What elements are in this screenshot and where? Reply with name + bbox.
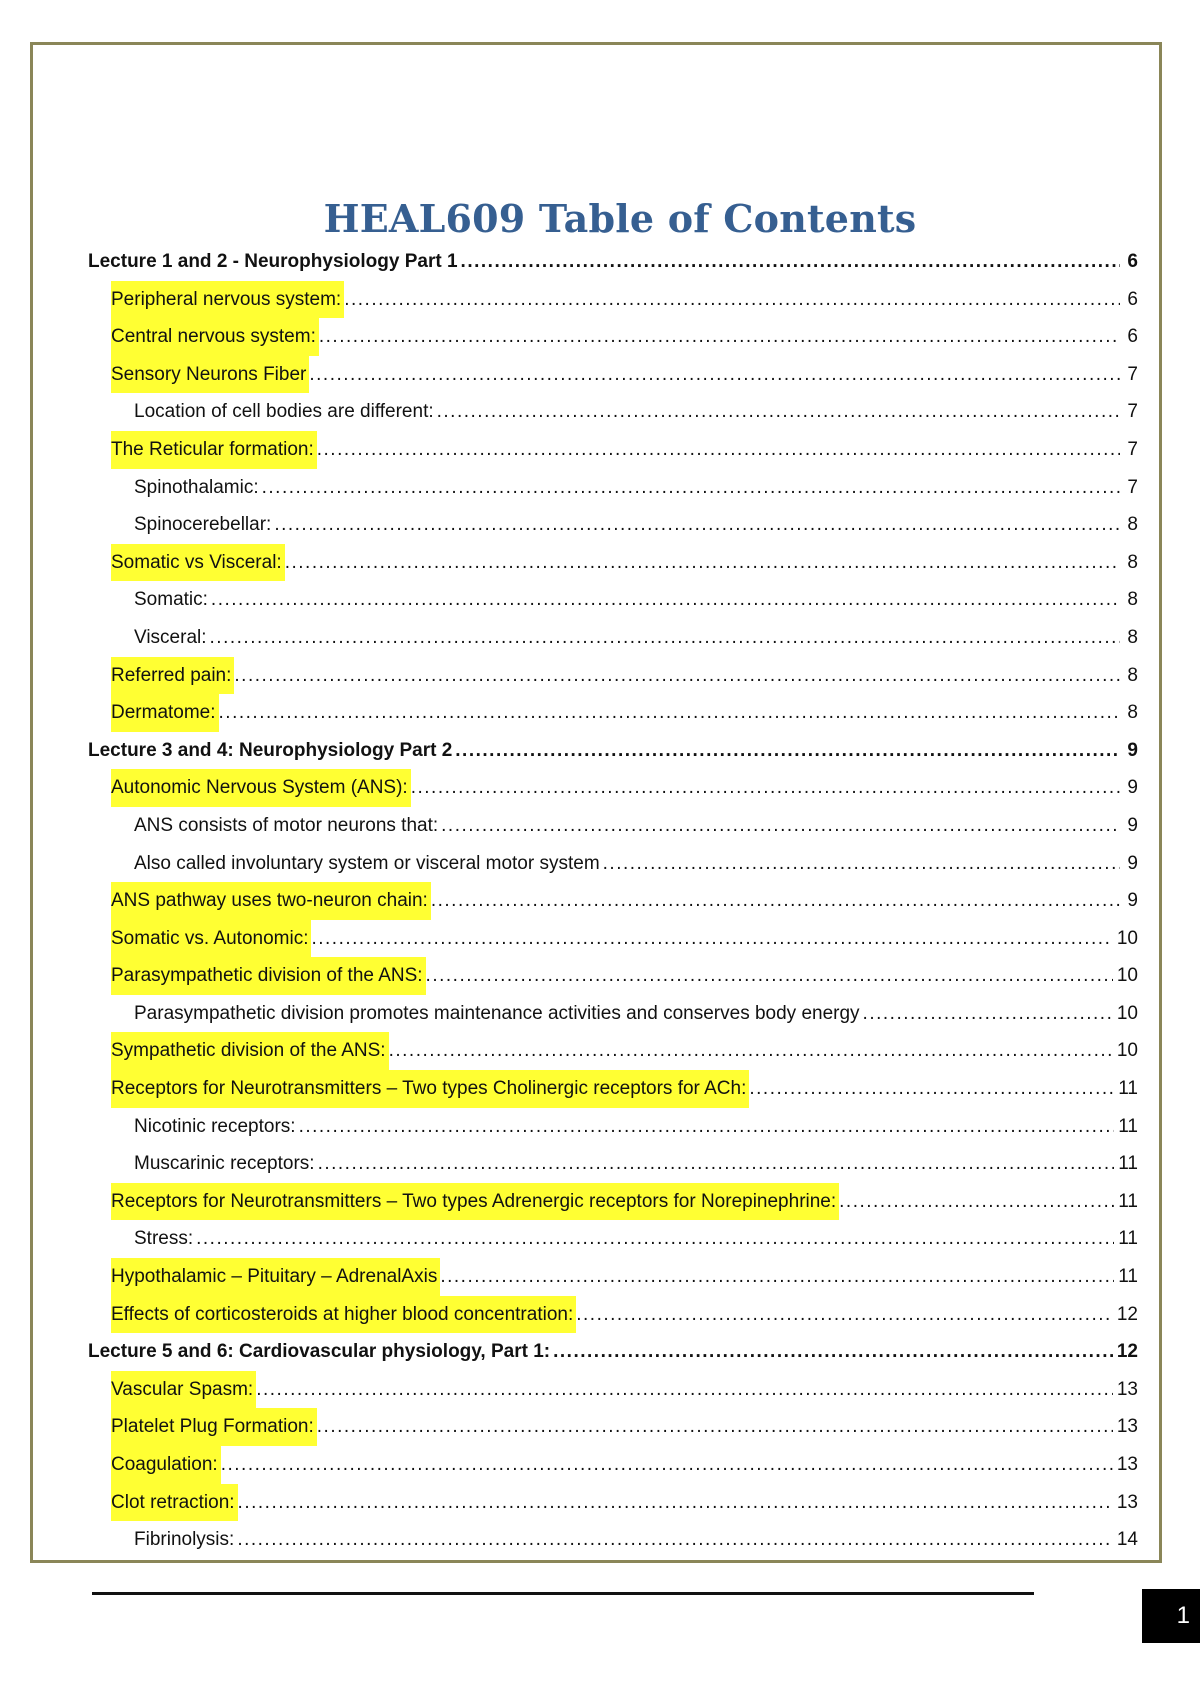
toc-entry-label[interactable]: Dermatome: xyxy=(111,694,219,732)
toc-entry-label[interactable]: Somatic vs Visceral: xyxy=(111,544,285,582)
toc-entry-label[interactable]: Clot retraction: xyxy=(111,1484,238,1522)
toc-dot-leader xyxy=(553,1333,1113,1371)
footer-divider xyxy=(92,1592,1034,1595)
toc-dot-leader xyxy=(211,581,1120,619)
toc-dot-leader xyxy=(285,544,1120,582)
toc-dot-leader xyxy=(196,1220,1114,1258)
toc-entry[interactable] xyxy=(88,732,1138,770)
page-number: 1 xyxy=(1142,1589,1200,1643)
toc-entry[interactable] xyxy=(88,1220,1138,1258)
toc-entry-label[interactable]: Somatic: xyxy=(134,589,208,611)
toc-entry[interactable] xyxy=(88,1258,1138,1296)
toc-entry-page[interactable]: 9 xyxy=(1127,852,1138,874)
toc-dot-leader xyxy=(437,393,1120,431)
toc-entry-label[interactable]: Referred pain: xyxy=(111,657,234,695)
toc-entry-page[interactable]: 10 xyxy=(1116,1040,1138,1062)
toc-entry-page[interactable]: 13 xyxy=(1116,1491,1138,1513)
toc-dot-leader xyxy=(411,769,1120,807)
page-title: HEAL609 Table of Contents xyxy=(323,196,917,241)
toc-dot-leader xyxy=(863,995,1113,1033)
toc-entry-page[interactable]: 8 xyxy=(1127,514,1138,536)
toc-dot-leader xyxy=(238,1484,1113,1522)
toc-entry[interactable] xyxy=(88,769,1138,807)
toc-entry[interactable] xyxy=(88,356,1138,394)
toc-entry[interactable] xyxy=(88,1371,1138,1409)
toc-entry-label[interactable]: Nicotinic receptors: xyxy=(134,1115,296,1137)
toc-entry-label[interactable]: Effects of corticosteroids at higher blood concentration: xyxy=(111,1296,576,1334)
toc-entry[interactable] xyxy=(88,581,1138,619)
toc-entry[interactable] xyxy=(88,657,1138,695)
toc-entry[interactable] xyxy=(88,845,1138,883)
toc-entry[interactable] xyxy=(88,431,1138,469)
toc-dot-leader xyxy=(749,1070,1114,1108)
toc-entry-page[interactable]: 11 xyxy=(1118,1115,1138,1137)
toc-dot-leader xyxy=(317,431,1120,469)
toc-dot-leader xyxy=(309,356,1120,394)
toc-entry-label[interactable]: Platelet Plug Formation: xyxy=(111,1408,317,1446)
toc-entry[interactable] xyxy=(88,1183,1138,1221)
toc-entry-label[interactable]: Vascular Spasm: xyxy=(111,1371,256,1409)
table-of-contents xyxy=(88,243,1138,1559)
toc-entry-label[interactable]: Autonomic Nervous System (ANS): xyxy=(111,769,411,807)
toc-entry-page[interactable]: 8 xyxy=(1127,626,1138,648)
toc-entry-label[interactable]: Parasympathetic division of the ANS: xyxy=(111,957,426,995)
toc-dot-leader xyxy=(219,694,1120,732)
toc-entry-page[interactable]: 13 xyxy=(1116,1378,1138,1400)
toc-entry[interactable] xyxy=(88,469,1138,507)
toc-dot-leader xyxy=(256,1371,1113,1409)
toc-entry-page[interactable]: 11 xyxy=(1118,1078,1138,1100)
toc-entry[interactable] xyxy=(88,393,1138,431)
toc-entry[interactable] xyxy=(88,1408,1138,1446)
toc-dot-leader xyxy=(440,1258,1114,1296)
toc-entry[interactable] xyxy=(88,1296,1138,1334)
toc-dot-leader xyxy=(221,1446,1113,1484)
toc-entry[interactable] xyxy=(88,318,1138,356)
toc-entry-label[interactable]: Coagulation: xyxy=(111,1446,221,1484)
toc-dot-leader xyxy=(299,1108,1115,1146)
toc-entry[interactable] xyxy=(88,995,1138,1033)
toc-dot-leader xyxy=(311,920,1112,958)
toc-entry-page[interactable]: 11 xyxy=(1118,1190,1138,1212)
toc-entry[interactable] xyxy=(88,1521,1138,1559)
toc-entry[interactable] xyxy=(88,1333,1138,1371)
toc-entry-page[interactable]: 14 xyxy=(1116,1529,1138,1551)
toc-entry-label[interactable]: Fibrinolysis: xyxy=(134,1529,235,1551)
toc-entry-page[interactable]: 6 xyxy=(1127,251,1138,272)
toc-entry-label[interactable]: Sensory Neurons Fiber xyxy=(111,356,309,394)
toc-dot-leader xyxy=(576,1296,1113,1334)
toc-entry-label[interactable]: Stress: xyxy=(134,1228,194,1250)
toc-entry-label[interactable]: Muscarinic receptors: xyxy=(134,1153,315,1175)
toc-entry[interactable] xyxy=(88,1070,1138,1108)
toc-dot-leader xyxy=(441,807,1120,845)
toc-entry[interactable] xyxy=(88,807,1138,845)
toc-entry-label[interactable]: Central nervous system: xyxy=(111,318,319,356)
toc-entry[interactable] xyxy=(88,882,1138,920)
toc-entry-page[interactable]: 9 xyxy=(1127,777,1138,799)
toc-entry[interactable] xyxy=(88,544,1138,582)
toc-entry-label[interactable]: Receptors for Neurotransmitters – Two types Adrenergic receptors for Norepinephrine: xyxy=(111,1183,839,1221)
toc-dot-leader xyxy=(317,1408,1113,1446)
toc-dot-leader xyxy=(426,957,1113,995)
toc-dot-leader xyxy=(344,281,1120,319)
toc-dot-leader xyxy=(839,1183,1114,1221)
toc-entry-label[interactable]: Receptors for Neurotransmitters – Two types Cholinergic receptors for ACh: xyxy=(111,1070,749,1108)
toc-entry-label[interactable]: Peripheral nervous system: xyxy=(111,281,344,319)
toc-entry-page[interactable]: 8 xyxy=(1127,589,1138,611)
toc-entry-label[interactable]: Spinocerebellar: xyxy=(134,514,272,536)
toc-entry-page[interactable]: 13 xyxy=(1116,1416,1138,1438)
toc-entry-page[interactable]: 11 xyxy=(1118,1228,1138,1250)
toc-entry[interactable] xyxy=(88,281,1138,319)
toc-entry-label[interactable]: Spinothalamic: xyxy=(134,476,259,498)
toc-entry-page[interactable]: 10 xyxy=(1116,1002,1138,1024)
toc-dot-leader xyxy=(210,619,1120,657)
toc-dot-leader xyxy=(237,1521,1113,1559)
toc-dot-leader xyxy=(455,732,1120,770)
toc-dot-leader xyxy=(431,882,1120,920)
toc-dot-leader xyxy=(318,1145,1115,1183)
toc-entry-page[interactable]: 8 xyxy=(1127,702,1138,724)
toc-entry[interactable] xyxy=(88,957,1138,995)
toc-entry-label[interactable]: Location of cell bodies are different: xyxy=(134,401,434,423)
toc-entry-page[interactable]: 13 xyxy=(1116,1454,1138,1475)
toc-entry-page[interactable]: 7 xyxy=(1127,401,1138,423)
toc-entry-page[interactable]: 9 xyxy=(1127,739,1138,761)
toc-entry-label[interactable]: ANS consists of motor neurons that: xyxy=(134,814,439,836)
toc-entry-page[interactable]: 10 xyxy=(1116,927,1138,949)
toc-entry-page[interactable]: 8 xyxy=(1127,551,1138,573)
toc-entry-page[interactable]: 9 xyxy=(1127,890,1138,912)
toc-dot-leader xyxy=(274,506,1120,544)
toc-dot-leader xyxy=(234,657,1120,695)
toc-entry-label[interactable]: The Reticular formation: xyxy=(111,431,317,469)
toc-entry-label[interactable]: Also called involuntary system or visceral motor system xyxy=(134,852,600,874)
toc-entry-label[interactable]: Somatic vs. Autonomic: xyxy=(111,920,311,958)
toc-entry[interactable] xyxy=(88,920,1138,958)
toc-entry-label[interactable]: Visceral: xyxy=(134,626,207,648)
toc-entry-page[interactable]: 6 xyxy=(1127,326,1138,348)
toc-entry-page[interactable]: 7 xyxy=(1127,476,1138,498)
toc-entry-label[interactable]: Hypothalamic – Pituitary – AdrenalAxis xyxy=(111,1258,440,1296)
toc-entry-page[interactable]: 6 xyxy=(1127,288,1138,310)
toc-entry[interactable] xyxy=(88,1032,1138,1070)
toc-entry-page[interactable]: 12 xyxy=(1116,1341,1138,1363)
toc-entry-page[interactable]: 8 xyxy=(1127,664,1138,686)
toc-entry[interactable] xyxy=(88,694,1138,732)
toc-entry-label[interactable]: Lecture 3 and 4: Neurophysiology Part 2 xyxy=(88,739,453,761)
toc-entry[interactable] xyxy=(88,1484,1138,1522)
toc-entry-label[interactable]: Lecture 1 and 2 - Neurophysiology Part 1 xyxy=(88,251,458,272)
toc-entry-label[interactable]: Lecture 5 and 6: Cardiovascular physiology, Part 1: xyxy=(88,1341,551,1363)
toc-entry[interactable] xyxy=(88,619,1138,657)
toc-entry-page[interactable]: 7 xyxy=(1127,438,1138,460)
toc-entry-label[interactable]: Sympathetic division of the ANS: xyxy=(111,1032,389,1070)
toc-entry-page[interactable]: 10 xyxy=(1116,965,1138,987)
toc-entry-label[interactable]: Parasympathetic division promotes maintenance activities and conserves body energy xyxy=(134,1002,860,1024)
toc-entry-page[interactable]: 11 xyxy=(1118,1153,1138,1175)
toc-dot-leader xyxy=(319,318,1120,356)
toc-entry[interactable] xyxy=(88,1108,1138,1146)
toc-dot-leader xyxy=(603,845,1120,883)
toc-entry-page[interactable]: 12 xyxy=(1116,1303,1138,1325)
toc-dot-leader xyxy=(262,469,1120,507)
toc-dot-leader xyxy=(461,243,1120,281)
toc-entry[interactable] xyxy=(88,1145,1138,1183)
toc-entry-page[interactable]: 9 xyxy=(1127,814,1138,836)
toc-entry[interactable] xyxy=(88,506,1138,544)
toc-entry-label[interactable]: ANS pathway uses two-neuron chain: xyxy=(111,882,431,920)
toc-dot-leader xyxy=(389,1032,1113,1070)
toc-entry-page[interactable]: 7 xyxy=(1127,363,1138,385)
toc-entry[interactable] xyxy=(88,243,1138,281)
toc-entry-page[interactable]: 11 xyxy=(1118,1266,1138,1288)
toc-entry[interactable] xyxy=(88,1446,1138,1484)
